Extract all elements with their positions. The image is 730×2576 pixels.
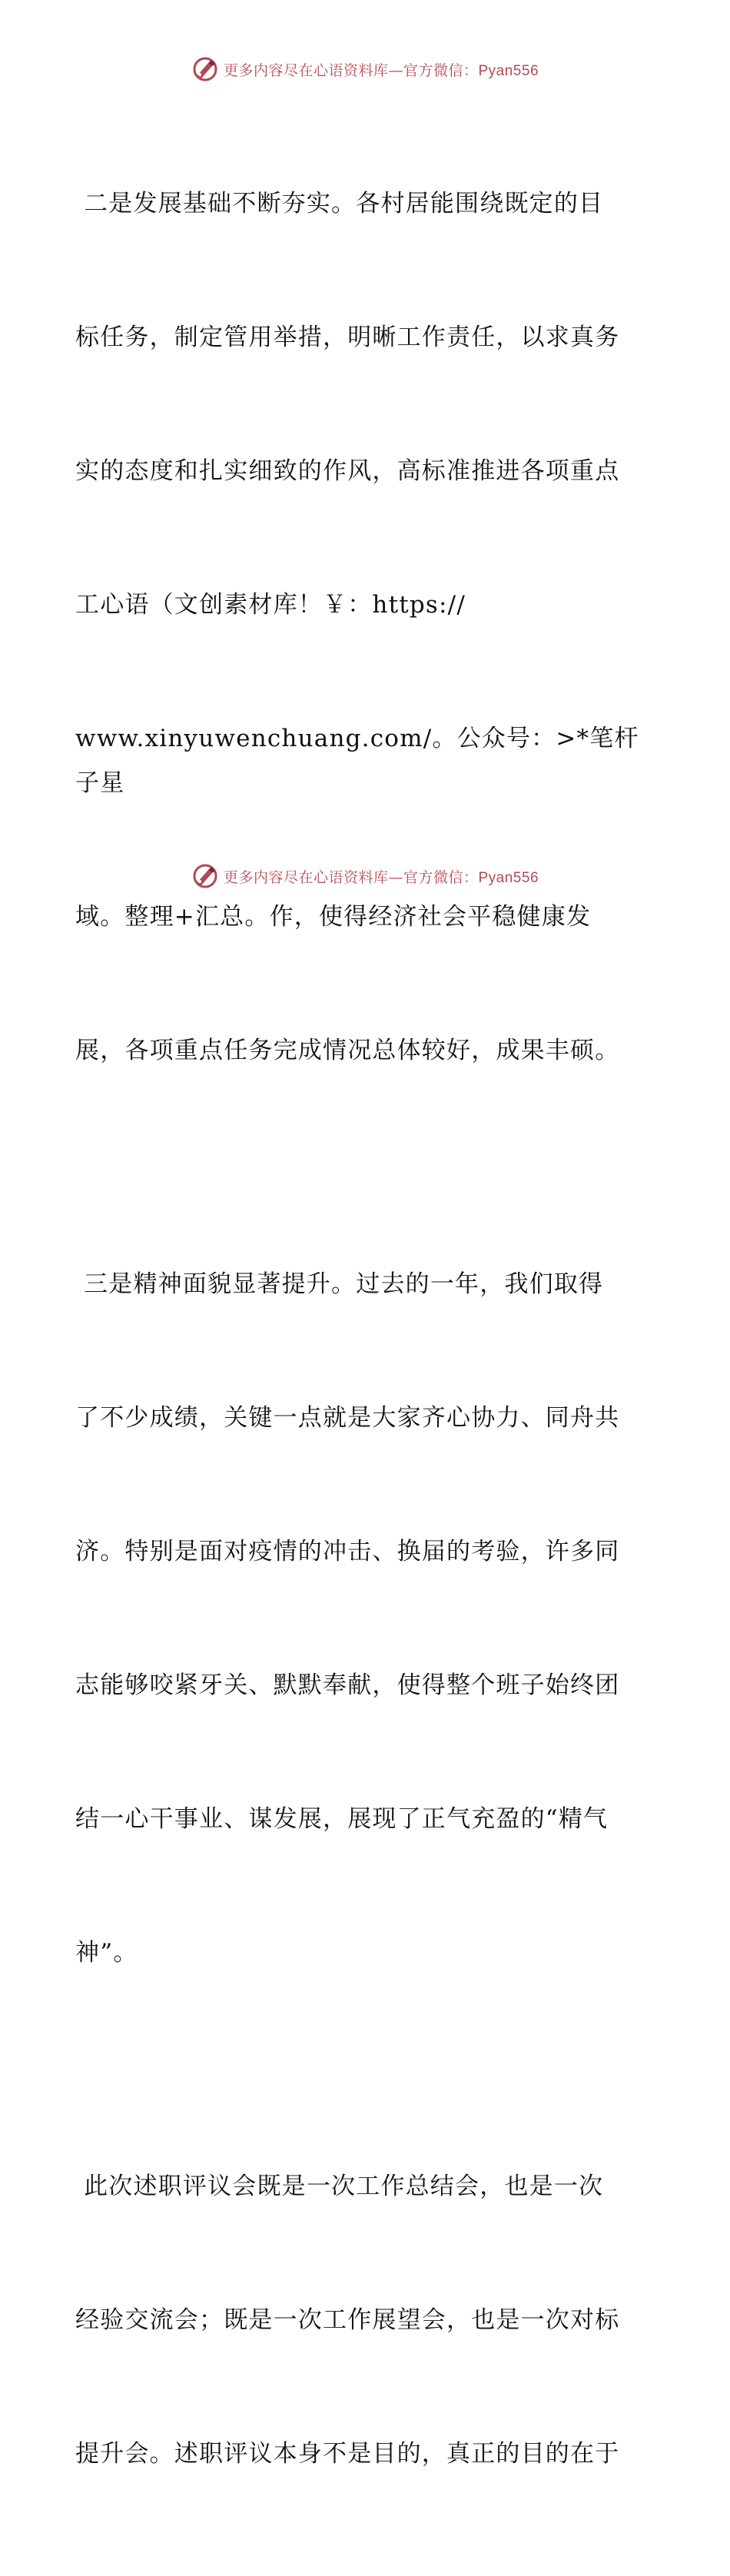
footer-banner — [0, 861, 730, 891]
paragraph-line: 工心语（文创素材库！￥：https:// — [75, 591, 466, 619]
paragraph-line: 经验交流会；既是一次工作展望会，也是一次对标 — [75, 2306, 620, 2334]
paragraph-line: 提升会。述职评议本身不是目的，真正的目的在于 — [75, 2440, 620, 2468]
pen-logo-icon — [191, 55, 219, 83]
pen-logo-icon — [191, 862, 219, 890]
paragraph-line: 了不少成绩，关键一点就是大家齐心协力、同舟共 — [75, 1404, 620, 1432]
paragraph-3 — [75, 2075, 659, 2565]
paragraph-line: 三是精神面貌显著提升。过去的一年，我们取得 — [75, 1270, 604, 1298]
header-banner-text — [224, 59, 539, 80]
paragraph-line: 志能够咬紧牙关、默默奉献，使得整个班子始终团 — [75, 1671, 620, 1699]
footer-wechat-id: Pyan556 — [478, 869, 539, 886]
paragraph-line: 二是发展基础不断夯实。各村居能围绕既定的目 — [75, 190, 604, 217]
header-brand: 更多内容尽在心语资料库 — [223, 61, 389, 79]
paragraph-line: 结一心干事业、谋发展，展现了正气充盈的“精气 — [75, 1805, 609, 1833]
paragraph-1 — [75, 92, 659, 1162]
paragraph-line: 实的态度和扎实细致的作风，高标准推进各项重点 — [75, 457, 620, 485]
footer-banner-text — [224, 866, 539, 887]
paragraph-line: 标任务，制定管用举措，明晰工作责任，以求真务 — [75, 324, 620, 351]
header-separator: — — [388, 61, 403, 79]
paragraph-line: 域。整理+汇总。作，使得经济社会平稳健康发 — [75, 903, 592, 931]
paragraph-line: 展，各项重点任务完成情况总体较好，成果丰硕。 — [75, 1037, 620, 1064]
paragraph-line: 神”。 — [75, 1939, 138, 1967]
paragraph-2 — [75, 1173, 659, 2064]
document-body — [75, 92, 659, 2576]
footer-wechat-label: 官方微信： — [403, 868, 479, 886]
header-wechat-label: 官方微信： — [403, 61, 479, 79]
header-wechat-id: Pyan556 — [478, 62, 539, 79]
paragraph-line: 此次述职评议会既是一次工作总结会，也是一次 — [75, 2173, 604, 2200]
paragraph-line: 济。特别是面对疫情的冲击、换届的考验，许多同 — [75, 1538, 620, 1565]
footer-brand: 更多内容尽在心语资料库 — [223, 868, 389, 886]
footer-separator: — — [388, 868, 403, 886]
header-banner — [0, 54, 730, 85]
paragraph-line: www.xinyuwenchuang.com/。公众号：>*笔杆子星 — [75, 725, 639, 797]
